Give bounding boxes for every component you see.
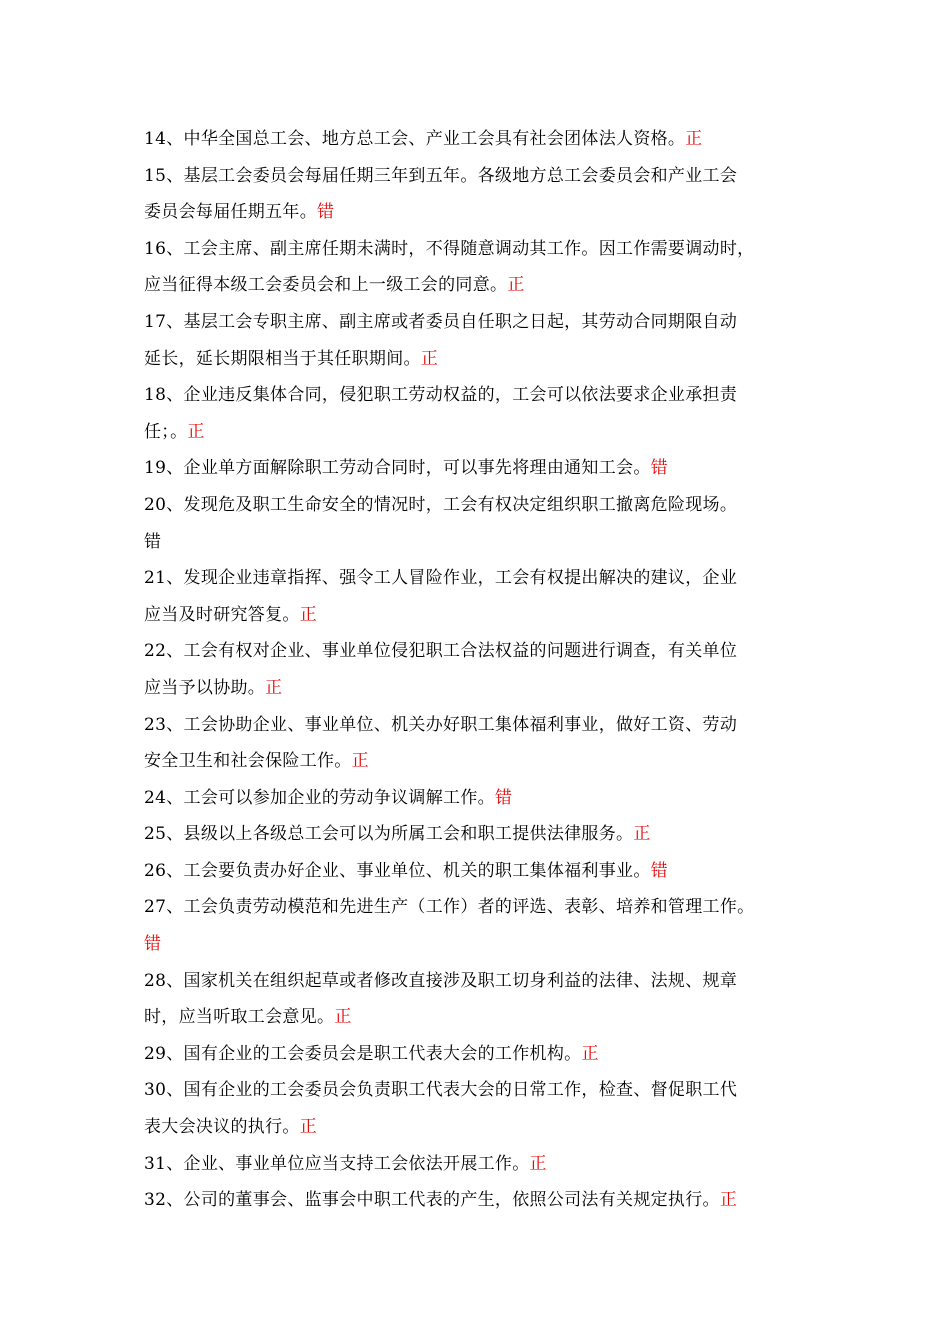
answer-mark: 错 [317, 202, 335, 223]
question-item [144, 304, 812, 377]
answer-mark: 正 [265, 677, 283, 698]
question-item [144, 1072, 812, 1145]
question-line: 21、发现企业违章指挥、强令工人冒险作业，工会有权提出解决的建议，企业 [144, 568, 738, 589]
answer-mark: 正 [334, 1007, 352, 1028]
question-line: 22、工会有权对企业、事业单位侵犯职工合法权益的问题进行调查，有关单位 [144, 641, 738, 662]
question-line: 23、工会协助企业、事业单位、机关办好职工集体福利事业，做好工资、劳动 [144, 714, 738, 735]
question-item [144, 780, 812, 817]
question-item [144, 158, 812, 231]
question-item [144, 816, 812, 853]
question-line: 委员会每届任期五年。 [144, 202, 317, 223]
question-line: 32、公司的董事会、监事会中职工代表的产生，依照公司法有关规定执行。 [144, 1190, 720, 1211]
question-line: 30、国有企业的工会委员会负责职工代表大会的日常工作，检查、督促职工代 [144, 1080, 738, 1101]
answer-mark: 正 [685, 129, 703, 149]
question-item [144, 1036, 812, 1073]
question-item [144, 487, 812, 560]
answer-mark: 正 [299, 1117, 318, 1138]
question-line: 29、国有企业的工会委员会是职工代表大会的工作机构。 [144, 1043, 582, 1064]
question-line: 24、工会可以参加企业的劳动争议调解工作。 [144, 787, 495, 808]
answer-mark: 错 [144, 934, 162, 955]
question-line: 19、企业单方面解除职工劳动合同时，可以事先将理由通知工会。 [144, 458, 651, 479]
question-item [144, 450, 812, 487]
question-line: 28、国家机关在组织起草或者修改直接涉及职工切身利益的法律、法规、规章 [144, 970, 738, 991]
question-line: 17、基层工会专职主席、副主席或者委员自任职之日起，其劳动合同期限自动 [144, 311, 738, 332]
answer-mark: 正 [187, 421, 205, 442]
question-item [144, 1182, 812, 1219]
answer-mark: 错 [650, 860, 668, 881]
answer-mark: 正 [299, 604, 318, 625]
document-body [144, 121, 812, 1219]
question-item [144, 121, 812, 158]
question-line: 安全卫生和社会保险工作。 [144, 751, 352, 772]
answer-mark: 正 [719, 1190, 738, 1211]
question-line: 14、中华全国总工会、地方总工会、产业工会具有社会团体法人资格。 [144, 129, 686, 149]
question-line: 25、县级以上各级总工会可以为所属工会和职工提供法律服务。 [144, 824, 634, 845]
question-line: 26、工会要负责办好企业、事业单位、机关的职工集体福利事业。 [144, 860, 651, 881]
answer-mark: 错 [494, 787, 513, 808]
answer-mark: 正 [529, 1153, 547, 1174]
question-line: 18、企业违反集体合同，侵犯职工劳动权益的，工会可以依法要求企业承担责 [144, 385, 738, 406]
answer-mark: 正 [351, 751, 369, 772]
question-item [144, 377, 812, 450]
answer-mark: 正 [507, 275, 525, 296]
question-item [144, 633, 812, 706]
answer-mark: 正 [420, 348, 439, 369]
question-item [144, 707, 812, 780]
question-line: 16、工会主席、副主席任期未满时，不得随意调动其工作。因工作需要调动时， [144, 238, 755, 259]
answer-mark: 错 [144, 531, 162, 552]
question-line: 20、发现危及职工生命安全的情况时，工会有权决定组织职工撤离危险现场。 [144, 494, 738, 515]
question-line: 应当及时研究答复。 [144, 604, 300, 625]
question-line: 31、企业、事业单位应当支持工会依法开展工作。 [144, 1153, 530, 1174]
question-line: 27、工会负责劳动模范和先进生产（工作）者的评选、表彰、培养和管理工作。 [144, 897, 755, 918]
question-line: 表大会决议的执行。 [144, 1117, 300, 1138]
question-item [144, 1146, 812, 1183]
question-line: 15、基层工会委员会每届任期三年到五年。各级地方总工会委员会和产业工会 [144, 165, 738, 186]
question-item [144, 889, 812, 962]
question-item [144, 853, 812, 890]
question-line: 任；。 [144, 421, 188, 442]
answer-mark: 正 [633, 824, 651, 845]
question-line: 时，应当听取工会意见。 [144, 1007, 335, 1028]
question-item [144, 963, 812, 1036]
question-item [144, 560, 812, 633]
question-line: 应当予以协助。 [144, 677, 266, 698]
answer-mark: 正 [581, 1043, 599, 1064]
question-item [144, 231, 812, 304]
question-line: 应当征得本级工会委员会和上一级工会的同意。 [144, 275, 508, 296]
question-line: 延长，延长期限相当于其任职期间。 [144, 348, 421, 369]
answer-mark: 错 [650, 458, 668, 479]
